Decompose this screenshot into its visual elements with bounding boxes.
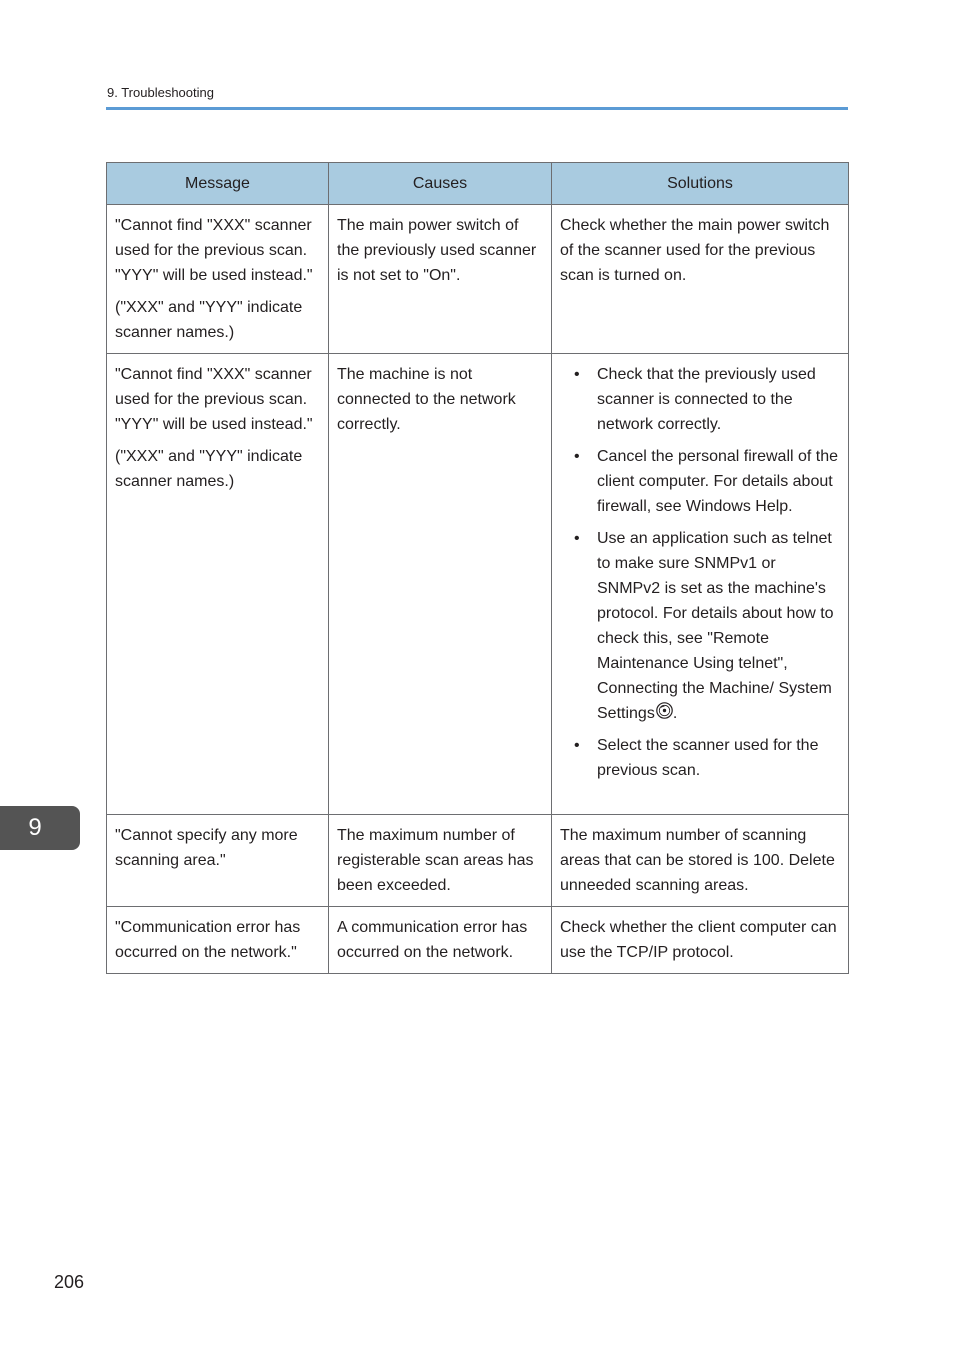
- page-number: 206: [54, 1272, 85, 1292]
- table-header-row: [107, 163, 849, 205]
- cause-cell: [329, 354, 552, 815]
- column-header-message: Message: [107, 163, 329, 205]
- chapter-tab-number: 9: [28, 814, 42, 841]
- table-row: [107, 815, 849, 907]
- list-item: [560, 733, 840, 783]
- cause-text: The main power switch of the previously used scanner is not set to "On".: [337, 217, 537, 284]
- cause-text: The maximum number of registerable scan areas has been exceeded.: [337, 827, 534, 894]
- column-header-solutions: Solutions: [552, 163, 849, 205]
- bullet: •: [574, 737, 580, 754]
- message-cell: [107, 354, 329, 815]
- table-row: [107, 205, 849, 354]
- message-note: ("XXX" and "YYY" indicate scanner names.): [115, 299, 303, 341]
- solution-item-suffix: .: [672, 705, 678, 722]
- solution-cell: [552, 815, 849, 907]
- solution-cell: [552, 205, 849, 354]
- list-item: [560, 362, 840, 437]
- solution-item-text: Select the scanner used for the previous scan.: [597, 737, 819, 779]
- solution-text: The maximum number of scanning areas that can be stored is 100. Delete unneeded scanning areas.: [560, 827, 835, 894]
- cause-cell: [329, 815, 552, 907]
- bullet: •: [574, 530, 580, 547]
- header-rule: [106, 107, 848, 110]
- solution-cell: [552, 354, 849, 815]
- cause-cell: [329, 205, 552, 354]
- solution-text: Check whether the client computer can use the TCP/IP protocol.: [560, 919, 837, 961]
- bullet: •: [574, 366, 580, 383]
- solution-cell: [552, 907, 849, 974]
- cause-cell: [329, 907, 552, 974]
- cause-text: The machine is not connected to the network correctly.: [337, 366, 516, 433]
- solution-item-text: Cancel the personal firewall of the client computer. For details about firewall, see Windows Help.: [597, 448, 839, 515]
- message-cell: [107, 907, 329, 974]
- message-cell: [107, 205, 329, 354]
- message-text: "Cannot specify any more scanning area.": [115, 827, 298, 869]
- bullet: •: [574, 448, 580, 465]
- list-item: [560, 526, 840, 726]
- message-text: "Cannot find "XXX" scanner used for the previous scan. "YYY" will be used instead.": [115, 366, 313, 433]
- solution-item-text: Use an application such as telnet to make sure SNMPv1 or SNMPv2 is set as the machine's protocol. For details about how to check this, see "Remote Maintenance Using telnet", Connecting the Machine/ System Settings: [597, 530, 834, 722]
- chapter-tab: [0, 806, 80, 850]
- message-text: "Cannot find "XXX" scanner used for the previous scan. "YYY" will be used instead.": [115, 217, 313, 284]
- message-note: ("XXX" and "YYY" indicate scanner names.): [115, 448, 303, 490]
- column-header-causes: Causes: [329, 163, 552, 205]
- solution-list: [560, 362, 840, 783]
- solution-text: Check whether the main power switch of the scanner used for the previous scan is turned on.: [560, 217, 830, 284]
- message-text: "Communication error has occurred on the network.": [115, 919, 301, 961]
- disc-icon: [656, 702, 673, 719]
- message-cell: [107, 815, 329, 907]
- solution-item-text: Check that the previously used scanner is connected to the network correctly.: [597, 366, 816, 433]
- cause-text: A communication error has occurred on the network.: [337, 919, 528, 961]
- table-row: [107, 354, 849, 815]
- running-header: 9. Troubleshooting: [107, 85, 214, 100]
- troubleshooting-table: [106, 162, 849, 974]
- table-row: [107, 907, 849, 974]
- list-item: [560, 444, 840, 519]
